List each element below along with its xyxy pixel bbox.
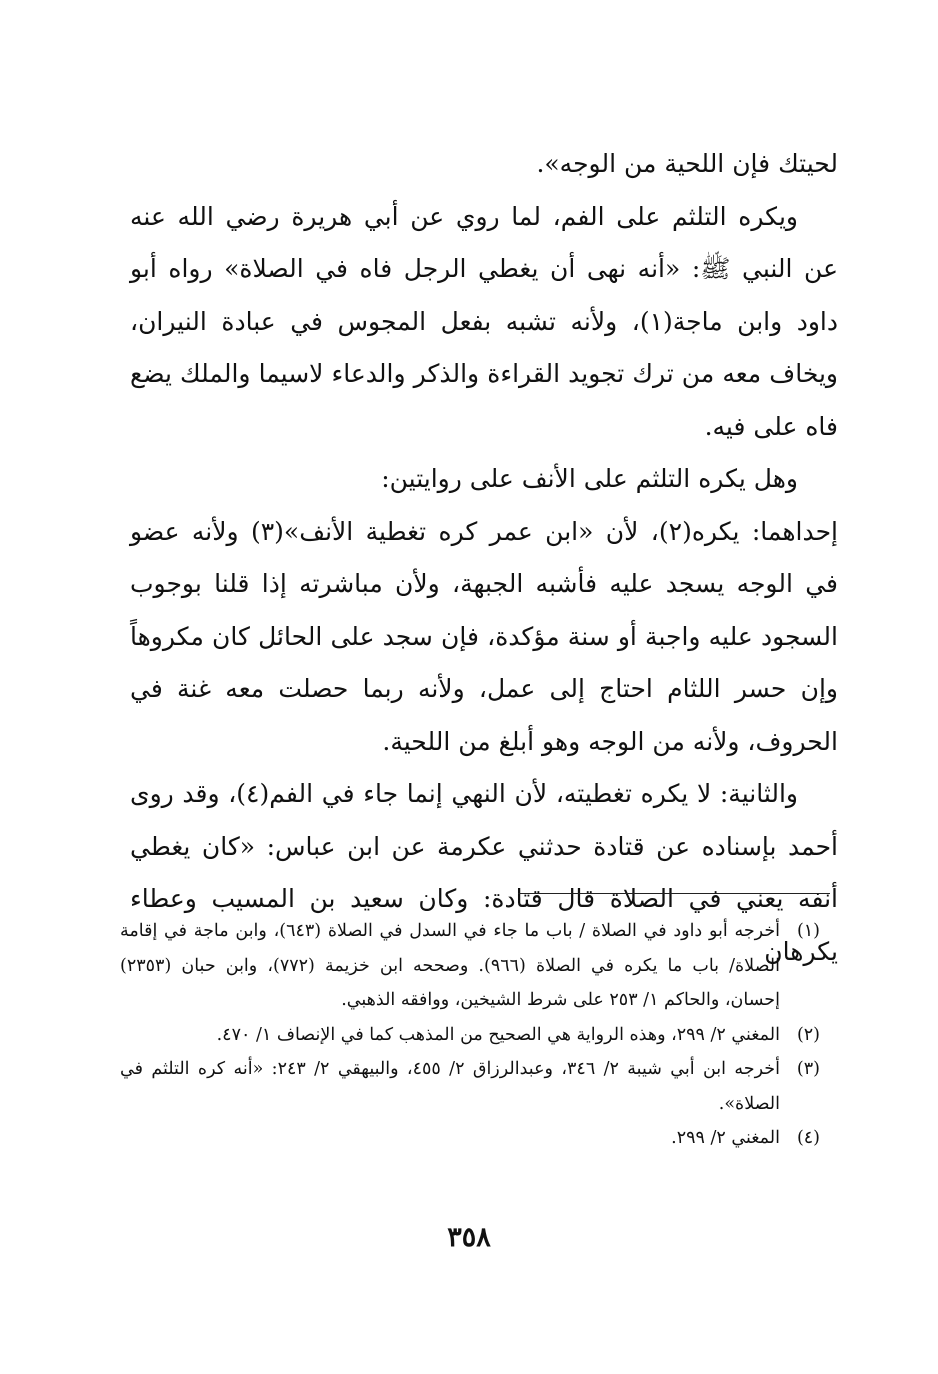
paragraph-first-narration: إحداهما: يكره(٢)، لأن «ابن عمر كره تغطية الأنف»(٣) ولأنه عضو في الوجه يسجد عليه فأشبه الجبهة، ولأن مباشرته إذا قلنا بوجوب السجود عليه واجبة أو سنة مؤكدة، فإن سجد على الحائل كان مكروهاً وإن حسر اللثام احتاج إلى عمل، ولأنه ربما حصلت معه غنة في الحروف، ولأنه من الوجه وهو أبلغ من اللحية. — [130, 516, 838, 756]
paragraph-nose-question: وهل يكره التلثم على الأنف على روايتين: — [381, 464, 798, 493]
footnote-3-text: أخرجه ابن أبي شيبة ٢/ ٣٤٦، وعبدالرزاق ٢/ ٤٥٥، والبيهقي ٢/ ٢٤٣: «أنه كره التلثم في الصلاة». — [120, 1059, 780, 1114]
footnote-4 — [120, 1121, 820, 1156]
footnotes — [120, 914, 820, 1156]
paragraph-continuation: لحيتك فإن اللحية من الوجه». — [536, 149, 838, 178]
page-number: ٣٥٨ — [447, 1222, 491, 1253]
footnote-1-number: (١) — [796, 921, 820, 941]
footnote-1-text: أخرجه أبو داود في الصلاة / باب ما جاء في السدل في الصلاة (٦٤٣)، وابن ماجة في إقامة الصلاة/ باب ما يكره في الصلاة (٩٦٦). وصححه ابن خزيمة (٧٧٢)، وابن حبان (٢٣٥٣) إحسان، والحاكم ١/ ٢٥٣ على شرط الشيخين، ووافقه الذهبي. — [120, 921, 780, 1010]
footnote-2 — [120, 1018, 820, 1053]
footnote-1 — [120, 914, 820, 1018]
footnote-divider — [518, 893, 830, 894]
paragraph-covering-mouth: ويكره التلثم على الفم، لما روي عن أبي هريرة رضي الله عنه عن النبي ﷺ: «أنه نهى أن يغطي الرجل فاه في الصلاة» رواه أبو داود وابن ماجة(١)، ولأنه تشبه بفعل المجوس في عبادة النيران، ويخاف معه من ترك تجويد القراءة والذكر والدعاء لاسيما والملك يضع فاه على فيه. — [130, 201, 838, 441]
footnote-4-number: (٤) — [796, 1128, 820, 1148]
footnote-3 — [120, 1052, 820, 1121]
footnote-3-number: (٣) — [796, 1059, 820, 1079]
paragraph-second-narration: والثانية: لا يكره تغطيته، لأن النهي إنما جاء في الفم(٤)، وقد روى أحمد بإسناده عن قتادة حدثني عكرمة عن ابن عباس: «كان يغطي أنفه يعني في الصلاة قال قتادة: وكان سعيد بن المسيب وعطاء يكرهان — [130, 779, 838, 966]
footnote-2-number: (٢) — [796, 1024, 820, 1045]
footnote-4-text: المغني ٢/ ٢٩٩. — [671, 1128, 780, 1148]
main-text — [130, 138, 838, 978]
footnote-2-text: المغني ٢/ ٢٩٩، وهذه الرواية هي الصحيح من المذهب كما في الإنصاف ١/ ٤٧٠. — [216, 1024, 780, 1045]
